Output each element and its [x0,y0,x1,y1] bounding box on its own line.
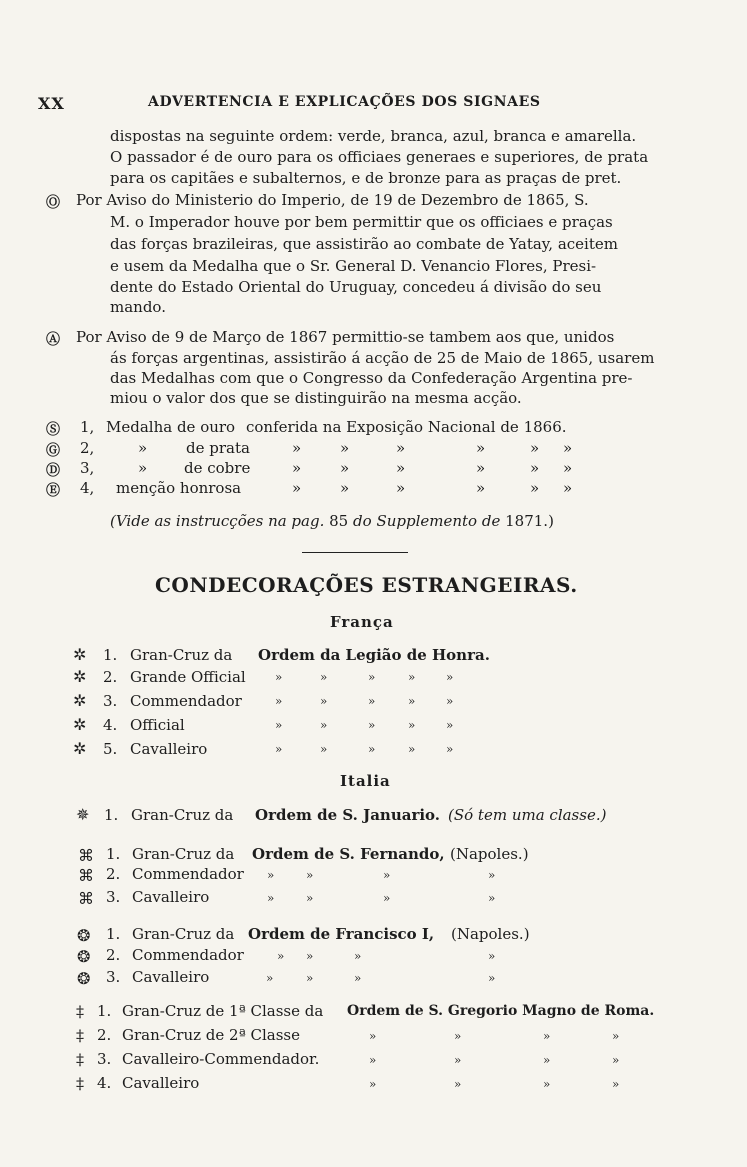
item-number: 3. [97,1050,112,1068]
item-description: de cobre [184,459,251,477]
ditto-mark: » [612,1077,620,1091]
ditto-mark: » [320,670,328,684]
item-rank: Cavalleiro [132,968,210,986]
order-name: Ordem de S. Fernando, [252,845,445,863]
ditto-mark: » [267,891,275,905]
supplement-note [110,511,554,531]
item-name: menção honrosa [116,479,242,497]
ditto-mark: » [563,459,573,477]
legion-cross-icon: ✲ [73,715,87,734]
honourable-mention-icon: Ⓔ [46,483,60,499]
legion-cross-icon: ✲ [73,645,87,664]
ditto-mark: » [292,459,302,477]
ditto-mark: » [354,971,362,985]
item-number: 1. [106,925,121,943]
ditto-mark: » [530,439,540,457]
st-ferdinand-cross-icon: ⌘ [78,889,94,908]
order-note: (Napoles.) [451,925,530,943]
ditto-mark: » [266,971,274,985]
item-rank: Cavalleiro [130,740,208,758]
item-number: 4. [97,1074,112,1092]
ditto-mark: » [368,694,376,708]
st-januarius-star-icon: ✵ [76,805,90,824]
ditto-mark: » [543,1077,551,1091]
st-ferdinand-cross-icon: ⌘ [78,846,94,865]
item-number: 1. [106,845,121,863]
item-number: 2. [97,1026,112,1044]
item-name: Medalha de ouro [106,418,236,436]
ditto-mark: » [383,868,391,882]
ditto-mark: » [454,1029,462,1043]
item-description: de prata [186,439,250,457]
item-number: 3. [103,692,118,710]
ditto-mark: » [267,868,275,882]
ditto-mark: » [320,694,328,708]
ditto-mark: » [275,670,283,684]
ditto-mark: » [396,439,406,457]
section-divider [302,552,408,553]
ditto-mark: » [320,718,328,732]
paragraph-line: miou o valor dos que se distinguirão na mesma acção. [110,389,522,407]
paragraph-line: Por Aviso de 9 de Março de 1867 permittio-se tambem aos que, unidos [76,328,615,346]
note-text: Supplemento [376,512,478,530]
ditto-mark: » [277,949,285,963]
ditto-mark: » [368,742,376,756]
ditto-mark: » [138,439,148,457]
ditto-mark: » [369,1077,377,1091]
item-rank: Gran-Cruz de 1ª Classe da [122,1002,324,1020]
ditto-mark: » [408,670,416,684]
item-number: 2. [106,946,121,964]
ditto-mark: » [446,670,454,684]
ditto-mark: » [612,1029,620,1043]
item-number: 1, [80,418,95,436]
item-number: 2. [103,668,118,686]
intro-line: dispostas na seguinte ordem: verde, branca, azul, branca e amarella. [110,127,637,145]
item-rank: Grande Official [130,668,246,686]
country-heading: França [330,613,394,631]
ditto-mark: » [396,459,406,477]
item-number: 3. [106,968,121,986]
item-rank: Gran-Cruz de 2ª Classe [122,1026,300,1044]
st-gregory-cross-icon: ‡ [76,1050,84,1069]
item-rank: Cavalleiro [132,888,210,906]
ditto-mark: » [306,949,314,963]
item-number: 1. [97,1002,112,1020]
ditto-mark: » [408,718,416,732]
ditto-mark: » [446,694,454,708]
st-gregory-cross-icon: ‡ [76,1074,84,1093]
item-number: 1. [103,646,118,664]
order-name: Ordem da Legião de Honra. [258,646,490,664]
ditto-mark: » [340,439,350,457]
note-text: do [353,512,372,530]
legion-cross-icon: ✲ [73,667,87,686]
item-rank: Official [130,716,185,734]
order-note: (Napoles.) [450,845,529,863]
ditto-mark: » [476,439,486,457]
ditto-mark: » [354,949,362,963]
ditto-mark: » [396,479,406,497]
paragraph-line: dente do Estado Oriental do Uruguay, concedeu á divisão do seu [110,278,602,296]
page-header-title: ADVERTENCIA E EXPLICAÇÕES DOS SIGNAES [148,94,541,110]
ditto-mark: » [563,479,573,497]
paragraph-line: M. o Imperador houve por bem permittir que os officiaes e praças [110,213,613,231]
ditto-mark: » [138,459,148,477]
order-name: Ordem de S. Gregorio Magno de Roma. [347,1003,655,1019]
ditto-mark: » [488,971,496,985]
ditto-mark: » [446,742,454,756]
item-number: 3. [106,888,121,906]
st-gregory-cross-icon: ‡ [76,1002,84,1021]
item-number: 2, [80,439,95,457]
ditto-mark: » [369,1029,377,1043]
ditto-mark: » [476,459,486,477]
st-gregory-cross-icon: ‡ [76,1026,84,1045]
copper-medal-icon: Ⓓ [46,463,60,479]
ditto-mark: » [306,868,314,882]
paragraph-line: Por Aviso do Ministerio do Imperio, de 19 de Dezembro de 1865, S. [76,191,589,209]
ditto-mark: » [275,718,283,732]
order-name: Ordem de S. Januario. [255,806,441,824]
paragraph-line: das Medalhas com que o Congresso da Confederação Argentina pre- [110,369,633,387]
paragraph-line: ás forças argentinas, assistirão á acção de 25 de Maio de 1865, usarem [110,349,655,367]
gold-medal-icon: Ⓢ [46,422,60,438]
ditto-mark: » [446,718,454,732]
ditto-mark: » [563,439,573,457]
ditto-mark: » [368,670,376,684]
ditto-mark: » [408,742,416,756]
page-number: XX [38,94,65,113]
argentina-medal-icon: Ⓐ [46,332,60,348]
ditto-mark: » [530,479,540,497]
ditto-mark: » [476,479,486,497]
note-page: 85 [329,512,349,530]
ditto-mark: » [275,694,283,708]
ditto-mark: » [454,1053,462,1067]
paragraph-line: e usem da Medalha que o Sr. General D. Venancio Flores, Presi- [110,257,597,275]
item-rank: Commendador [132,865,244,883]
item-rank: Gran-Cruz da [132,925,235,943]
item-rank: Gran-Cruz da [130,646,233,664]
ditto-mark: » [454,1077,462,1091]
ditto-mark: » [543,1053,551,1067]
ditto-mark: » [369,1053,377,1067]
ditto-mark: » [488,949,496,963]
francis-i-medal-icon: ❂ [77,947,91,966]
francis-i-medal-icon: ❂ [77,969,91,988]
ditto-mark: » [292,439,302,457]
item-rank: Cavalleiro [122,1074,200,1092]
note-text: (Vide as instrucções na pag. [110,512,325,530]
item-rank: Commendador [132,946,244,964]
item-number: 1. [104,806,119,824]
item-number: 2. [106,865,121,883]
item-number: 3, [80,459,95,477]
st-ferdinand-cross-icon: ⌘ [78,866,94,885]
ditto-mark: » [340,479,350,497]
paragraph-line: mando. [110,298,166,316]
ditto-mark: » [340,459,350,477]
yatay-medal-icon: Ⓞ [46,195,60,211]
item-rank: Gran-Cruz da [131,806,234,824]
ditto-mark: » [275,742,283,756]
item-rank: Cavalleiro-Commendador. [122,1050,320,1068]
ditto-mark: » [408,694,416,708]
intro-line: O passador é de ouro para os officiaes generaes e superiores, de prata [110,148,649,166]
order-note: (Só tem uma classe.) [448,806,607,824]
item-number: 5. [103,740,118,758]
item-number: 4, [80,479,95,497]
item-rank: Commendador [130,692,242,710]
francis-i-medal-icon: ❂ [77,926,91,945]
intro-line: para os capitães e subalternos, e de bronze para as praças de pret. [110,169,622,187]
ditto-mark: » [383,891,391,905]
country-heading: Italia [340,772,391,790]
note-text: de [481,512,501,530]
order-name: Ordem de Francisco I, [248,925,435,943]
legion-cross-icon: ✲ [73,739,87,758]
ditto-mark: » [530,459,540,477]
ditto-mark: » [320,742,328,756]
ditto-mark: » [306,891,314,905]
section-title: CONDECORAÇÕES ESTRANGEIRAS. [155,573,578,597]
ditto-mark: » [292,479,302,497]
ditto-mark: » [543,1029,551,1043]
note-year: 1871.) [505,512,554,530]
item-description: conferida na Exposição Nacional de 1866. [246,418,567,436]
ditto-mark: » [306,971,314,985]
ditto-mark: » [488,891,496,905]
ditto-mark: » [368,718,376,732]
ditto-mark: » [488,868,496,882]
ditto-mark: » [612,1053,620,1067]
paragraph-line: das forças brazileiras, que assistirão ao combate de Yatay, aceitem [110,235,618,253]
item-rank: Gran-Cruz da [132,845,235,863]
legion-cross-icon: ✲ [73,691,87,710]
item-number: 4. [103,716,118,734]
silver-medal-icon: Ⓖ [46,443,60,459]
